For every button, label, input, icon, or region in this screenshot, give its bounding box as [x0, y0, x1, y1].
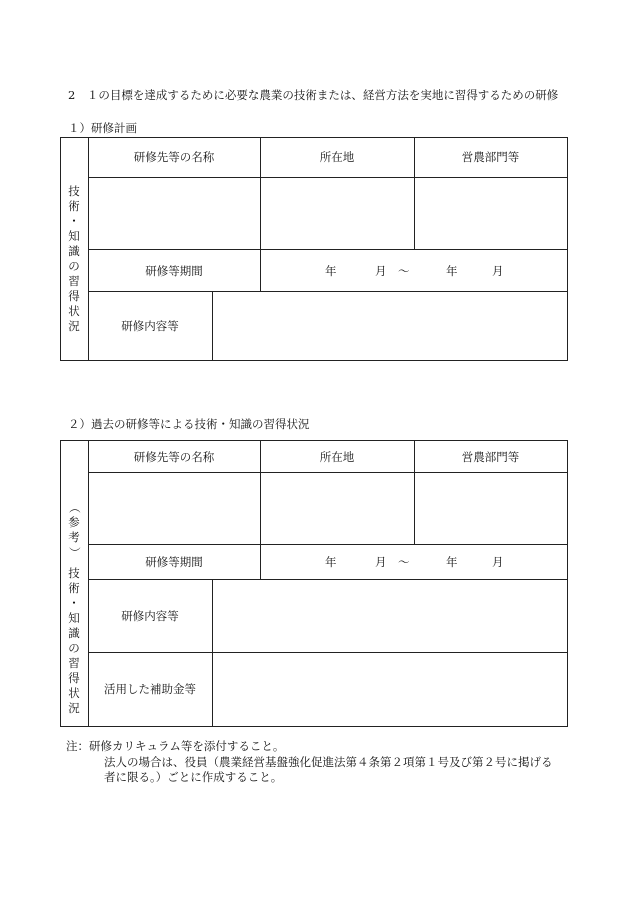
section1-period-tilde: ～	[398, 264, 410, 278]
section1-title: １）研修計画	[68, 121, 137, 135]
section2-period-month1: 月	[375, 555, 387, 569]
section1-location-input[interactable]	[261, 178, 413, 248]
note-line3: 者に限る。）ごとに作成すること。	[104, 770, 283, 784]
section2-period-year1: 年	[325, 555, 337, 569]
section1-period-label: 研修等期間	[145, 264, 203, 278]
section2-content-input[interactable]	[213, 580, 566, 651]
section2-period-month2: 月	[492, 555, 504, 569]
section2-period-year2: 年	[446, 555, 458, 569]
section1-period-year2: 年	[446, 264, 458, 278]
section1-side-label	[67, 184, 81, 334]
section1-period-month1: 月	[375, 264, 387, 278]
section1-col-dept: 営農部門等	[461, 150, 520, 164]
section1-name-input[interactable]	[89, 178, 259, 248]
note-line1: 注：研修カリキュラム等を添付すること。	[66, 739, 285, 753]
section2-col-location: 所在地	[319, 450, 355, 464]
section1-period-year1: 年	[325, 264, 337, 278]
section2-col-dept: 営農部門等	[461, 450, 520, 464]
section1-side-label-text: 技 術 ・ 知 識 の 習 得 状 況	[68, 184, 80, 333]
section1-col-name: 研修先等の名称	[133, 150, 215, 164]
section1-col-location: 所在地	[319, 150, 355, 164]
form-heading: 2 １の目標を達成するために必要な農業の技術または、経営方法を実地に習得するための研修	[68, 88, 559, 102]
section2-subsidy-input[interactable]	[213, 653, 566, 725]
note-line2: 法人の場合は、役員（農業経営基盤強化促進法第４条第２項第１号及び第２号に掲げる	[104, 755, 553, 769]
section2-col-name: 研修先等の名称	[133, 450, 215, 464]
section2-name-input[interactable]	[89, 473, 259, 543]
section1-dept-input[interactable]	[415, 178, 566, 248]
section2-content-label: 研修内容等	[121, 609, 179, 623]
section2-dept-input[interactable]	[415, 473, 566, 543]
section2-period-label: 研修等期間	[145, 555, 203, 569]
section2-title: ２）過去の研修等による技術・知識の習得状況	[68, 417, 310, 431]
section1-period-month2: 月	[492, 264, 504, 278]
section2-side-label	[67, 500, 81, 716]
section1-content-label: 研修内容等	[121, 319, 179, 333]
section2-period-tilde: ～	[398, 555, 410, 569]
section2-location-input[interactable]	[261, 473, 413, 543]
section2-subsidy-label: 活用した補助金等	[104, 682, 196, 696]
section2-side-label-text: 技 術 ・ 知 識 の 習 得 状 況	[68, 566, 80, 715]
section2-side-label-top: （ 参 考 ）	[67, 501, 82, 559]
section1-content-input[interactable]	[213, 292, 566, 359]
